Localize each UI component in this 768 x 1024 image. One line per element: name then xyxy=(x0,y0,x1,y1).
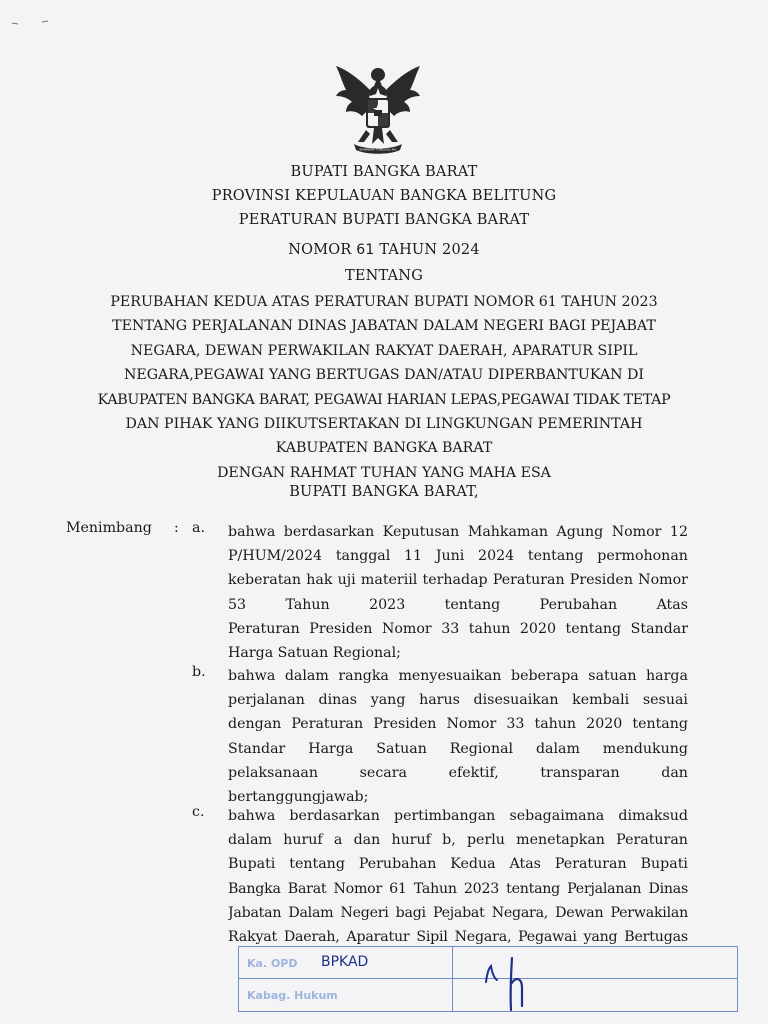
paragraph-line: bahwa dalam rangka menyesuaikan beberapa satuan harga xyxy=(228,668,688,684)
garuda-emblem-icon xyxy=(330,60,426,160)
paragraph-line: perjalanan dinas yang harus disesuaikan kembali sesuai xyxy=(228,692,688,709)
title-line: DENGAN RAHMAT TUHAN YANG MAHA ESA xyxy=(217,464,551,481)
stamp-value-opd: BPKAD xyxy=(321,954,369,970)
paragraph-line: Jabatan Dalam Negeri bagi Pejabat Negara, Dewan Perwakilan xyxy=(228,904,688,921)
title-line: NEGARA,PEGAWAI YANG BERTUGAS DAN/ATAU DIPERBANTUKAN DI xyxy=(123,367,645,384)
nomor-suffix: TAHUN 2024 xyxy=(379,242,480,258)
header-tentang: TENTANG xyxy=(345,268,423,284)
title-line: KABUPATEN BANGKA BARAT xyxy=(275,440,493,457)
header-line-3: PERATURAN BUPATI BANGKA BARAT xyxy=(238,212,530,228)
menimbang-item-c xyxy=(228,804,688,949)
paragraph-line: 53 Tahun 2023 tentang Perubahan Atas xyxy=(228,596,688,613)
paragraph-line: dengan Peraturan Presiden Nomor 33 tahun 2020 tentang xyxy=(228,716,688,733)
stamp-divider xyxy=(452,947,453,1011)
title-line: NEGARA, DEWAN PERWAKILAN RAKYAT DAERAH, APARATUR SIPIL xyxy=(130,342,638,359)
paragraph-line: Rakyat Daerah, Aparatur Sipil Negara, Pegawai yang Bertugas xyxy=(228,928,688,945)
paragraph-line: Standar Harga Satuan Regional dalam mendukung xyxy=(228,740,688,757)
menimbang-item-b xyxy=(228,664,688,809)
paragraph-line: pelaksanaan secara efektif, transparan dan xyxy=(228,764,688,781)
paragraph-line: Bupati tentang Perubahan Kedua Atas Peraturan Bupati xyxy=(228,856,688,873)
paragraph-line: keberatan hak uji materiil terhadap Peraturan Presiden Nomor xyxy=(228,572,688,589)
menimbang-item-a xyxy=(228,520,688,665)
item-letter-a: a. xyxy=(192,520,205,536)
nomor-value: 61 xyxy=(356,242,375,258)
header-line-2: PROVINSI KEPULAUAN BANGKA BELITUNG xyxy=(211,188,557,204)
paragraph-line: bahwa berdasarkan pertimbangan sebagaimana dimaksud xyxy=(228,808,688,824)
paragraph-line: dalam huruf a dan huruf b, perlu menetapkan Peraturan xyxy=(228,832,688,849)
header-nomor xyxy=(40,242,728,258)
scan-mark xyxy=(10,18,50,28)
bupati-line: BUPATI BANGKA BARAT, xyxy=(289,484,479,500)
paragraph-line: Bangka Barat Nomor 61 Tahun 2023 tentang Perjalanan Dinas xyxy=(228,880,688,897)
stamp-label-hukum: Kabag. Hukum xyxy=(247,989,338,1002)
paraf-signature-icon xyxy=(482,954,562,1014)
title-line: PERUBAHAN KEDUA ATAS PERATURAN BUPATI NOMOR 61 TAHUN 2023 xyxy=(110,294,658,310)
title-line: DAN PIHAK YANG DIIKUTSERTAKAN DI LINGKUNGAN PEMERINTAH xyxy=(125,416,643,433)
paragraph-line: bahwa berdasarkan Keputusan Mahkaman Agung Nomor 12 xyxy=(228,524,688,540)
item-letter-c: c. xyxy=(192,804,205,820)
regulation-title xyxy=(60,290,708,485)
paragraph-line: P/HUM/2024 tanggal 11 Juni 2024 tentang permohonan xyxy=(228,548,688,565)
stamp-label-opd: Ka. OPD xyxy=(247,957,298,970)
nomor-prefix: NOMOR xyxy=(288,242,352,258)
paragraph-line: Peraturan Presiden Nomor 33 tahun 2020 tentang Standar xyxy=(228,620,688,637)
paragraph-line: Harga Satuan Regional; xyxy=(228,644,401,661)
menimbang-colon: : xyxy=(174,520,179,536)
title-line: KABUPATEN BANGKA BARAT, PEGAWAI HARIAN LEPAS,PEGAWAI TIDAK TETAP xyxy=(97,391,671,408)
header-line-1: BUPATI BANGKA BARAT xyxy=(290,164,478,180)
emblem-motto: BHINNEKA TUNGGAL IKA xyxy=(359,147,397,152)
item-letter-b: b. xyxy=(192,664,206,680)
menimbang-label: Menimbang xyxy=(66,520,152,536)
title-line: TENTANG PERJALANAN DINAS JABATAN DALAM NEGERI BAGI PEJABAT xyxy=(112,318,656,335)
paragraph-line: bertanggungjawab; xyxy=(228,788,369,805)
